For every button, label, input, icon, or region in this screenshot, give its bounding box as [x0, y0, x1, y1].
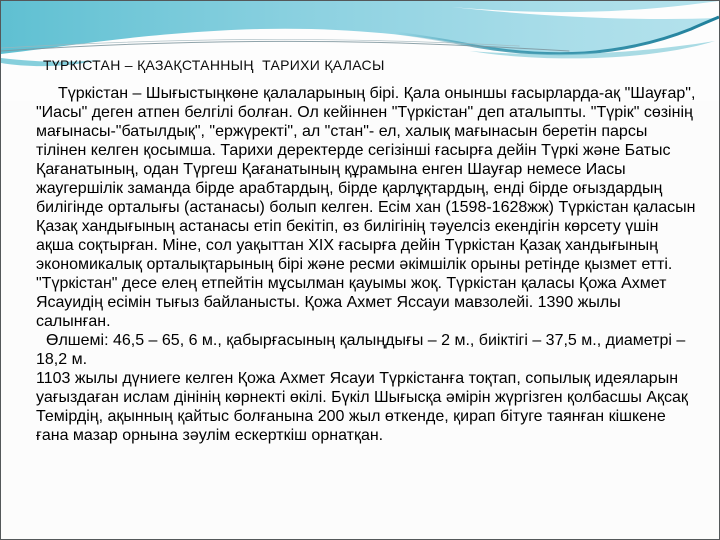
slide-body: [36, 84, 698, 445]
page-title: ТҮРКІСТАН – ҚАЗАҚСТАННЫҢ ТАРИХИ ҚАЛАСЫ: [43, 57, 385, 73]
paragraph-yasaui-monument: 1103 жылы дүниеге келген Қожа Ахмет Ясауи Түркістанға тоқтап, сопылық идеяларын уағыздаған ислам дінінің көрнекті өкілі. Бүкіл Шығысқа әмірін жүргізген қолбасшы Ақсақ Темірдің, ақынның қайтыс болғанына 200 жыл өткенде, қирап бітуге таянған кішкене ғана мазар орнына зәулім ескерткіш орнатқан.: [36, 370, 688, 444]
paragraph-dimensions: Өлшемі: 46,5 – 65, 6 м., қабырғасының қалыңдығы – 2 м., биіктігі – 37,5 м., диаметрі – 18,2 м.: [36, 332, 686, 368]
paragraph-history: Түркістан – Шығыстыңкөне қалаларының бірі. Қала оныншы ғасырларда-ақ "Шауғар", "Иасы" деген атпен белгілі болған. Ол кейіннен "Түркістан" деп аталыпты. "Түрік" сөзінің мағынасы-"батылдық", "ержүректі", ал "стан"- ел, халық мағынасын беретін парсы тілінен келген қосымша. Тарихи деректерде сегізінші ғасырға дейін Түркі және Батыс Қағанатының, одан Түргеш Қағанатының құрамына енген Шауғар немесе Иасы жаугершілік заманда бірде арабтардың, бірде қарлұқтардың, енді бірде оғыздардың билігінде орталығы (астанасы) болып келген. Есім хан (1598-1628жж) Түркістан қаласын Қазақ хандығының астанасы етіп бекітіп, өз билігінің тәуелсіз екендігін көрсету үшін ақша соқтырған. Міне, сол уақыттан XIX ғасырға дейін Түркістан Қазақ хандығының экономикалық орталықтарының бірі және ресми әкімшілік орыны ретінде қызмет етті. "Түркістан" десе елең етпейтін мұсылман қауымы жоқ. Түркістан қаласы Қожа Ахмет Ясауидің есімін тығыз байланысты. Қожа Ахмет Яссауи мавзолейі. 1390 жылы салынған.: [36, 85, 696, 330]
